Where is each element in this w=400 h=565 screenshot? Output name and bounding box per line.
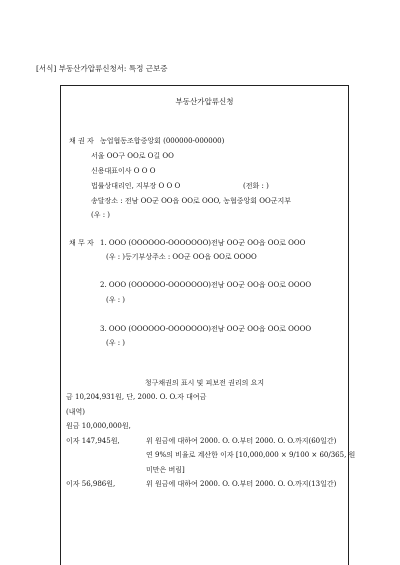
claim-breakdown-label: (내역): [66, 408, 85, 416]
creditor-label: 채 권 자: [69, 137, 94, 145]
creditor-phone: (전화 : ): [243, 182, 269, 190]
claim-interest-1-line-3: 미만은 버림]: [146, 466, 185, 474]
document-frame: [60, 85, 356, 565]
debtor-3-sub: (우 : ): [106, 339, 126, 347]
claim-interest-1-line-1: 위 원금에 대하여 2000. O. O.부터 2000. O. O.까지(60일간): [146, 437, 337, 445]
claim-amount-line: 금 10,204,931원, 단, 2000. O. O.자 대여금: [66, 393, 207, 401]
debtor-1-sub: (우 : )등기부상주소 : OO군 OO읍 OO로 OOOO: [106, 253, 257, 261]
creditor-postal: (우 : ): [91, 211, 111, 219]
claim-principal: 원금 10,000,000원,: [66, 422, 131, 430]
creditor-service-place: 송달장소 : 전남 OO군 OO읍 OO로 OOO, 농협중앙회 OO군지부: [91, 197, 292, 205]
claim-interest-1-label: 이자 147,945원,: [66, 437, 120, 445]
form-caption: [서식] 부동산가압류신청서: 특정 근보증: [36, 64, 168, 73]
debtor-2-sub: (우 : ): [106, 296, 126, 304]
document-title: 부동산가압류신청: [175, 97, 234, 106]
debtor-2-line: 2. OOO (OOOOOO-OOOOOOO)전남 OO군 OO읍 OO로 OOOO: [100, 281, 312, 289]
debtor-1-line: 1. OOO (OOOOOO-OOOOOOO)전남 OO군 OO읍 OO로 OOO: [100, 239, 306, 247]
creditor-representative: 신용대표이사 O O O: [91, 167, 156, 175]
creditor-agent: 법률상대리인, 지부장 O O O: [91, 182, 181, 190]
claim-heading: 청구채권의 표시 및 피보전 권리의 요지: [144, 379, 265, 387]
debtor-label: 채 무 자: [69, 239, 94, 247]
creditor-address: 서울 OO구 OO로 O길 OO: [91, 152, 174, 160]
debtor-3-line: 3. OOO (OOOOOO-OOOOOOO)전남 OO군 OO읍 OO로 OOOO: [100, 325, 312, 333]
creditor-name: 농업협동조합중앙회 (000000-000000): [100, 137, 225, 145]
claim-interest-1-line-2: 연 9%의 비율로 계산한 이자 [10,000,000 × 9/100 × 60/365, 원: [146, 451, 356, 459]
claim-interest-2-label: 이자 56,986원,: [66, 480, 116, 488]
claim-interest-2-line: 위 원금에 대하여 2000. O. O.부터 2000. O. O.까지(13일간): [146, 480, 337, 488]
